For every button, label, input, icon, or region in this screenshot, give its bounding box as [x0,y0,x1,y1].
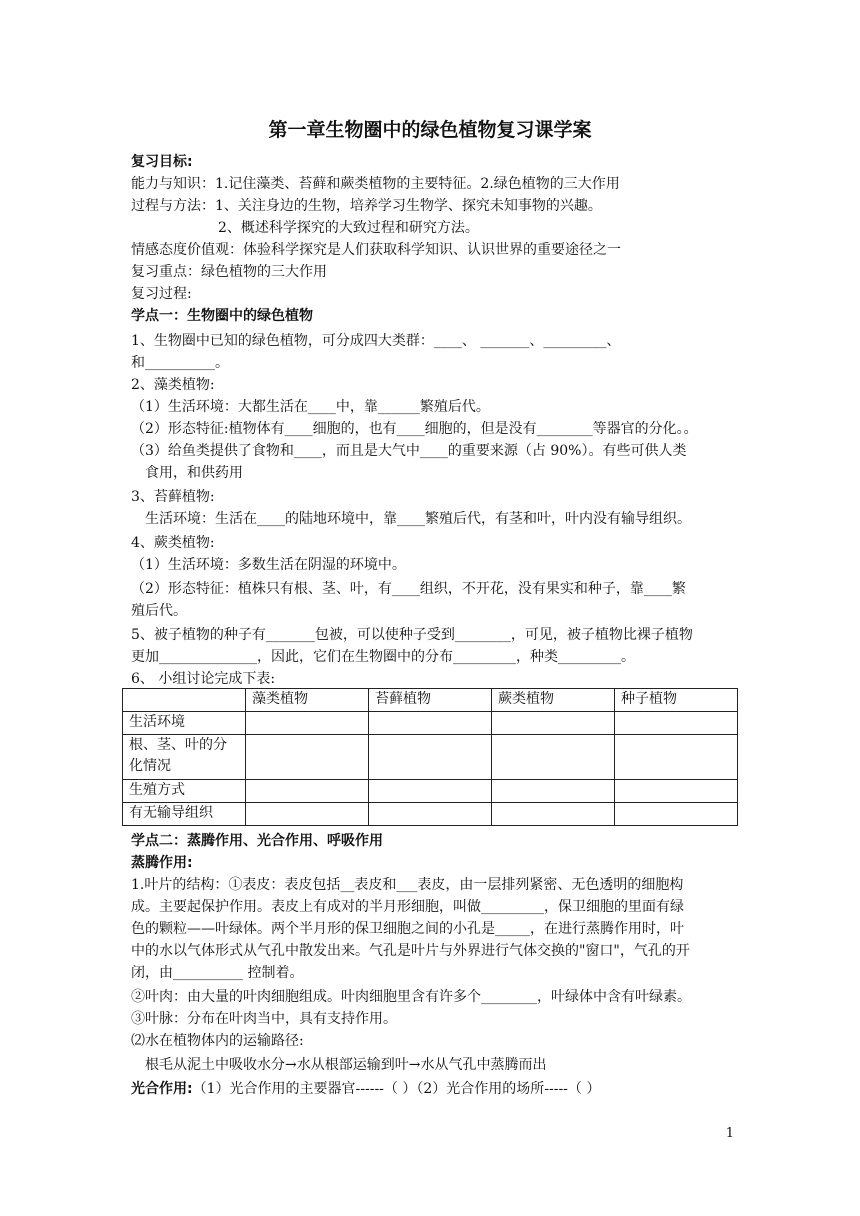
page-number: 1 [725,1126,734,1141]
table-cell[interactable] [615,803,738,826]
text-line: 更加______________，因此，它们在生物圈中的分布_________，种类_________。 [131,649,635,665]
table-row [123,803,738,826]
table-header-cell [123,689,246,712]
subsection-heading: 蒸腾作用: [131,855,193,871]
text-line: 成。主要起保护作用。表皮上有成对的半月形细胞，叫做_________，保卫细胞的里面有绿 [131,899,684,915]
text-line: 复习重点：绿色植物的三大作用 [131,264,327,280]
text-line: （3）给鱼类提供了食物和____，而且是大气中____的重要来源（占 90%）。有些可供人类 [131,443,687,459]
table-row-label: 有无输导组织 [123,803,246,826]
text-line: ③叶脉：分布在叶肉当中，具有支持作用。 [131,1011,397,1027]
text-line: 5、被子植物的种子有_______包被，可以使种子受到________，可见，被子植物比裸子植物 [131,627,693,643]
section-heading: 学点二：蒸腾作用、光合作用、呼吸作用 [131,833,383,849]
text-line: 闭，由__________ 控制着。 [131,965,304,981]
text-line: （1）生活环境：大都生活在____中，靠______繁殖后代。 [131,399,490,415]
table-header-cell: 蕨类植物 [492,689,615,712]
table-cell[interactable] [615,712,738,735]
table-cell[interactable] [246,803,369,826]
text-line: （1）生活环境：多数生活在阴湿的环境中。 [131,557,406,573]
table-header-cell: 藻类植物 [246,689,369,712]
table-cell[interactable] [246,735,369,780]
text-line-tail: （1）光合作用的主要器官------（ ）（2）光合作用的场所-----（ ） [192,1081,601,1097]
text-line: 2、概述科学探究的大致过程和研究方法。 [218,220,479,236]
text-line: 过程与方法：1、关注身边的生物，培养学习生物学、探究未知事物的兴趣。 [131,198,602,214]
table-row-label: 根、茎、叶的分化情况 [123,735,246,780]
text-line: 4、蕨类植物: [131,535,215,551]
table-cell[interactable] [615,735,738,780]
table-header-cell: 苔藓植物 [369,689,492,712]
text-line: ⑵水在植物体内的运输路径: [131,1033,304,1049]
text-line: 复习过程: [131,286,192,302]
text-line: 情感态度价值观：体验科学探究是人们获取科学知识、认识世界的重要途径之一 [131,242,621,258]
table-row [123,712,738,735]
text-line: 中的水以气体形式从气孔中散发出来。气孔是叶片与外界进行气体交换的"窗口"，气孔的开 [131,943,690,959]
table-cell[interactable] [369,780,492,803]
table-row-label: 生活环境 [123,712,246,735]
table-cell[interactable] [246,780,369,803]
text-line: （2）形态特征:植物体有____细胞的，也有____细胞的，但是没有________等器官的分化。。 [131,421,698,437]
text-line: 根毛从泥土中吸收水分→水从根部运输到叶→水从气孔中蒸腾而出 [145,1057,547,1073]
text-line: ②叶肉：由大量的叶肉细胞组成。叶肉细胞里含有许多个________，叶绿体中含有叶绿素。 [131,989,691,1005]
text-line: 食用，和供药用 [145,465,243,481]
text-line: 色的颗粒——叶绿体。两个半月形的保卫细胞之间的小孔是_____，在进行蒸腾作用时，叶 [131,921,684,937]
text-line: 2、藻类植物: [131,377,215,393]
page-title: 第一章生物圈中的绿色植物复习课学案 [268,119,592,141]
subsection-heading: 光合作用: [131,1081,193,1097]
text-line: 复习目标: [131,154,193,170]
table-cell[interactable] [492,712,615,735]
text-line: 生活环境：生活在____的陆地环境中，靠____繁殖后代，有茎和叶，叶内没有输导组织。 [145,511,691,527]
text-line: （2）形态特征：植株只有根、茎、叶，有____组织，不开花，没有果实和种子，靠____繁 [131,581,686,597]
table-cell[interactable] [492,780,615,803]
text-line: 能力与知识：1.记住藻类、苔藓和蕨类植物的主要特征。2.绿色植物的三大作用 [131,176,620,192]
table-cell[interactable] [246,712,369,735]
comparison-table [122,688,738,826]
text-line [131,1078,739,1100]
text-line: 1、生物圈中已知的绿色植物，可分成四大类群：____、 _______、_________、 [131,333,621,349]
table-cell[interactable] [492,803,615,826]
text-line: 和__________。 [131,355,229,371]
table-row [123,780,738,803]
table-row-label: 生殖方式 [123,780,246,803]
table-cell[interactable] [492,735,615,780]
section-heading: 学点一：生物圈中的绿色植物 [131,308,313,324]
text-line: 1.叶片的结构：①表皮：表皮包括__表皮和___表皮，由一层排列紧密、无色透明的细胞构 [131,877,684,893]
table-cell[interactable] [369,735,492,780]
table-header-row [123,689,738,712]
table-cell[interactable] [615,780,738,803]
table-cell[interactable] [369,712,492,735]
text-line: 殖后代。 [131,603,187,619]
text-line: 3、苔藓植物: [131,489,215,505]
table-cell[interactable] [369,803,492,826]
text-line: 6、 小组讨论完成下表: [131,671,276,687]
table-row [123,735,738,780]
table-header-cell: 种子植物 [615,689,738,712]
